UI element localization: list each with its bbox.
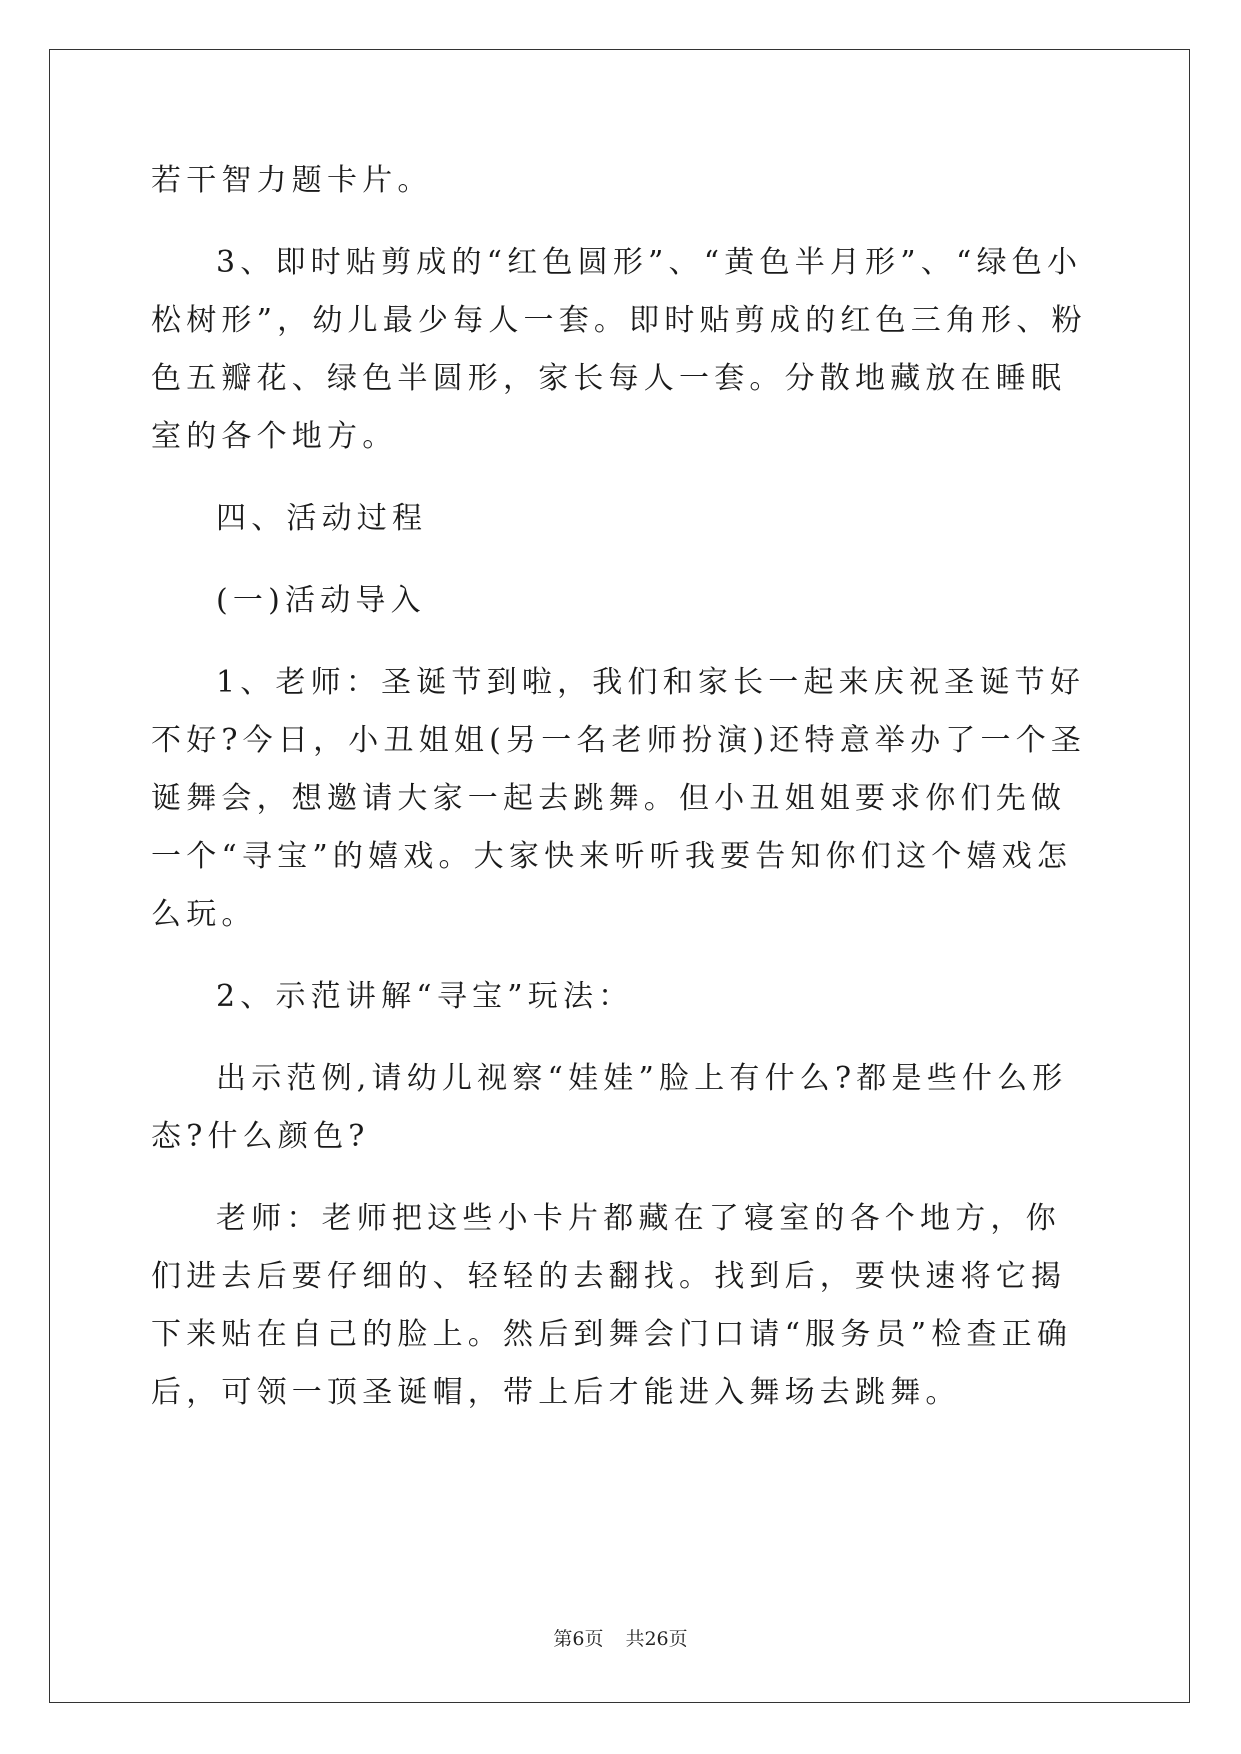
document-body	[151, 152, 1091, 1422]
page-footer	[0, 1624, 1241, 1651]
section-heading: 四、活动过程	[216, 501, 428, 536]
page-total: 共26页	[625, 1628, 688, 1650]
paragraph: 老师：老师把这些小卡片都藏在了寝室的各个地方，你们进去后要仔细的、轻轻的去翻找。找到后，要快速将它揭下来贴在自己的脸上。然后到舞会门口请“服务员”检查正确后，可领一顶圣诞帽，带上后才能进入舞场去跳舞。	[151, 1201, 1073, 1410]
paragraph: 2、示范讲解“寻宝”玩法：	[216, 979, 634, 1014]
paragraph: 1、老师：圣诞节到啦，我们和家长一起来庆祝圣诞节好不好?今日，小丑姐姐(另一名老师扮演)还特意举办了一个圣诞舞会，想邀请大家一起去跳舞。但小丑姐姐要求你们先做一个“寻宝”的嬉戏。大家快来听听我要告知你们这个嬉戏怎么玩。	[151, 665, 1087, 932]
subsection-heading: (一)活动导入	[216, 583, 426, 618]
page-number: 第6页	[553, 1628, 604, 1650]
paragraph: 出示范例,请幼儿视察“娃娃”脸上有什么?都是些什么形态?什么颜色?	[151, 1061, 1068, 1154]
paragraph: 若干智力题卡片。	[151, 163, 433, 198]
paragraph: 3、即时贴剪成的“红色圆形”、“黄色半月形”、“绿色小松树形”，幼儿最少每人一套。即时贴剪成的红色三角形、粉色五瓣花、绿色半圆形，家长每人一套。分散地藏放在睡眠室的各个地方。	[151, 245, 1087, 454]
